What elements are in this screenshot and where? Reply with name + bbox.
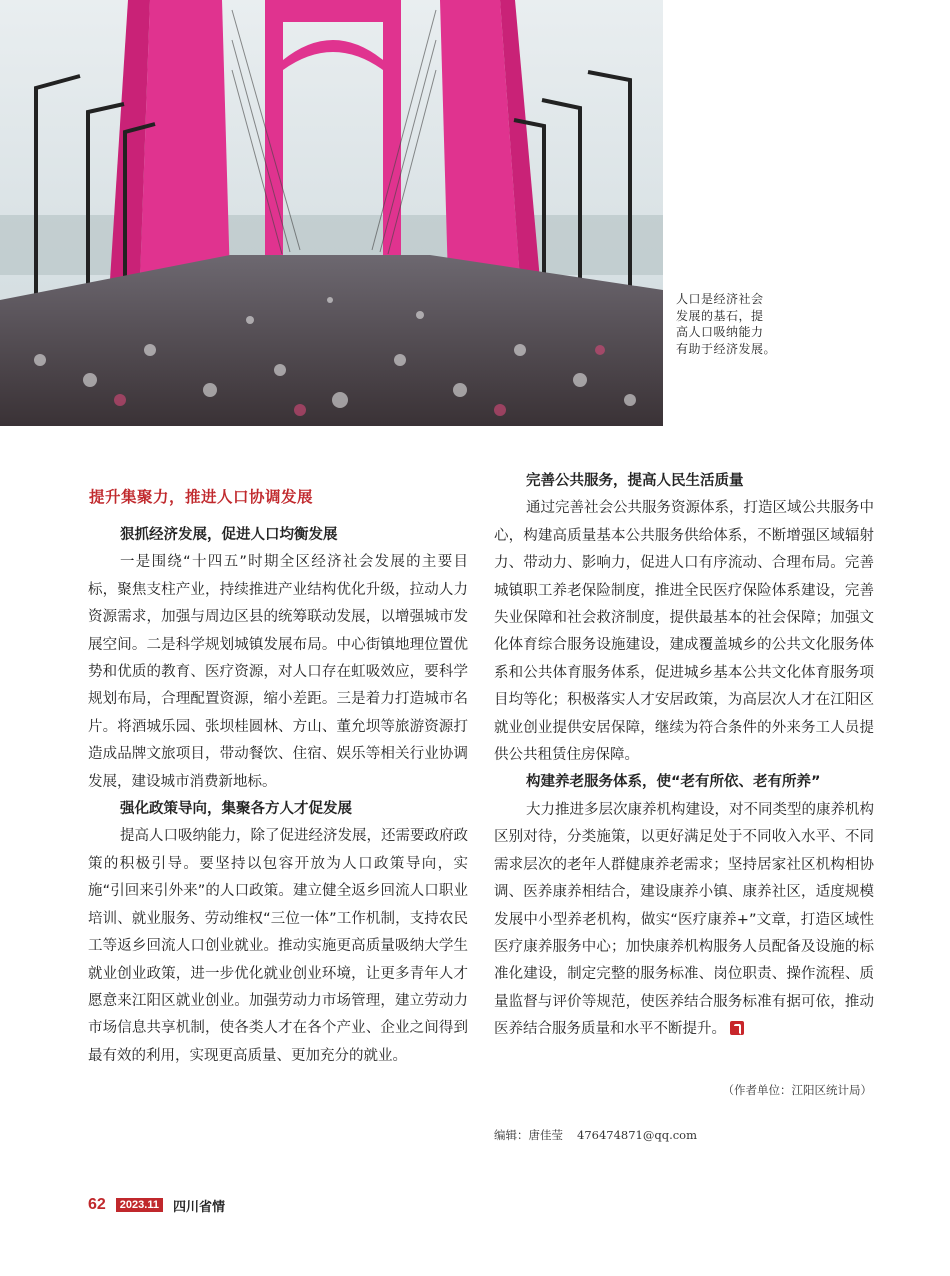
end-mark-icon <box>730 1021 744 1035</box>
subheading: 构建养老服务体系，使“老有所依、老有所养” <box>526 774 821 791</box>
right-column <box>494 468 874 1044</box>
author-affiliation: （作者单位：江阳区统计局） <box>722 1083 872 1097</box>
issue-badge: 2023.11 <box>116 1198 163 1212</box>
page-number: 62 <box>88 1196 106 1213</box>
caption-line: 发展的基石，提 <box>676 308 764 323</box>
caption-line: 高人口吸纳能力 <box>676 325 764 339</box>
caption-line: 人口是经济社会 <box>676 292 764 306</box>
photo-illustration <box>0 0 663 426</box>
paragraph-final <box>494 797 874 1044</box>
photo-caption <box>676 291 780 357</box>
editor-credit <box>494 1127 697 1143</box>
subheading: 完善公共服务，提高人民生活质量 <box>526 473 744 489</box>
bridge-crowd-photo <box>0 0 663 426</box>
paragraph-text: 大力推进多层次康养机构建设，对不同类型的康养机构区别对待，分类施策，以更好满足处于不同收入水平、不同需求层次的老年人群健康养老需求；坚持居家社区机构相协调、医养康养相结合，建设康养小镇、康养社区，适度规模发展中小型养老机构，做实“医疗康养+”文章，打造区域性医疗康养服务中心；加快康养机构服务人员配备及设施的标准化建设，制定完整的服务标准、岗位职责、操作流程、质量监督与评价等规范，使医养结合服务标准有据可依，推动医养结合服务质量和水平不断提升。 <box>494 801 874 1038</box>
caption-line: 有助于经济发展。 <box>676 341 777 356</box>
subheading: 强化政策导向，集聚各方人才促发展 <box>120 801 352 818</box>
page-footer <box>88 1195 225 1215</box>
section-title: 提升集聚力，推进人口协调发展 <box>89 487 314 506</box>
paragraph: 提高人口吸纳能力，除了促进经济发展，还需要政府政策的积极引导。要坚持以包容开放为人口政策导向，实施“引回来引外来”的人口政策。建立健全返乡回流人口职业培训、就业服务、劳动维权“三位一体”工作机制，支持农民工等返乡回流人口创业就业。推动实施更高质量吸纳大学生就业创业政策，进一步优化就业创业环境，让更多青年人才愿意来江阳区就业创业。加强劳动力市场管理，建立劳动力市场信息共享机制，使各类人才在各个产业、企业之间得到最有效的利用，实现更高质量、更加充分的就业。 <box>88 828 468 1064</box>
editor-email: 476474871@qq.com <box>577 1128 697 1142</box>
editor-name: 编辑：唐佳莹 <box>494 1128 563 1142</box>
subheading: 狠抓经济发展，促进人口均衡发展 <box>120 527 338 543</box>
paragraph: 一是围绕“十四五”时期全区经济社会发展的主要目标，聚焦支柱产业，持续推进产业结构优化升级，拉动人力资源需求，加强与周边区县的统筹联动发展，以增强城市发展空间。二是科学规划城镇发展布局。中心街镇地理位置优势和优质的教育、医疗资源，对人口存在虹吸效应，要科学规划布局，合理配置资源，缩小差距。三是着力打造城市名片。将酒城乐园、张坝桂圆林、方山、董允坝等旅游资源打造成品牌文旅项目，带动餐饮、住宿、娱乐等相关行业协调发展，建设城市消费新地标。 <box>88 554 468 790</box>
left-column <box>88 522 468 1070</box>
magazine-title: 四川省情 <box>172 1199 225 1215</box>
paragraph: 通过完善社会公共服务资源体系，打造区域公共服务中心，构建高质量基本公共服务供给体系，不断增强区域辐射力、带动力、影响力，促进人口有序流动、合理布局。完善城镇职工养老保险制度，推进全民医疗保险体系建设，完善失业保障和社会救济制度，提供最基本的社会保障；加强文化体育综合服务设施建设，建成覆盖城乡的公共文化服务体系和公共体育服务体系，促进城乡基本公共文化体育服务项目均等化；积极落实人才安居政策，为高层次人才在江阳区就业创业提供安居保障，继续为符合条件的外来务工人员提供公共租赁住房保障。 <box>494 500 874 764</box>
